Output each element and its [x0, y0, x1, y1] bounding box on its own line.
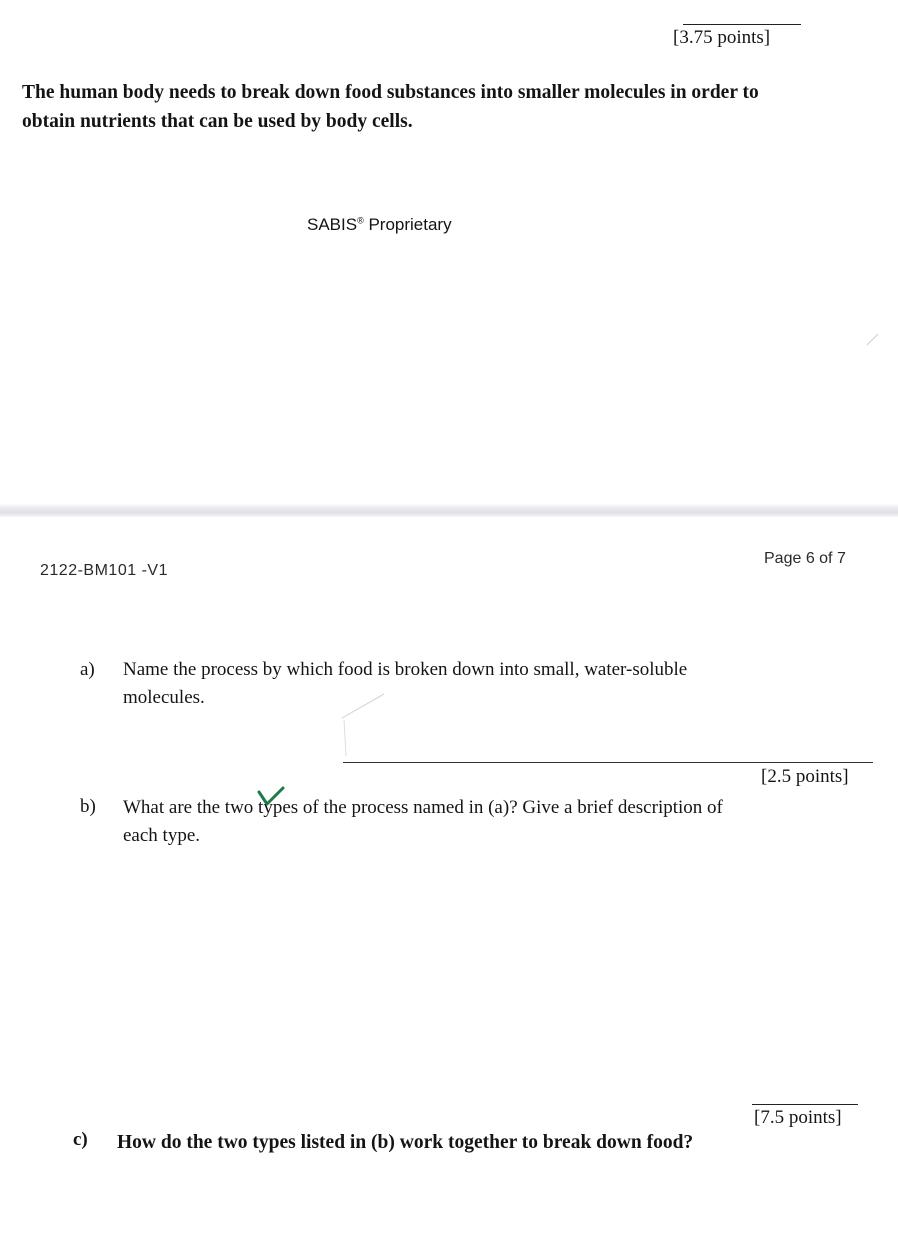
points-overline: [683, 24, 801, 25]
question-a-line-1: Name the process by which food is broken down into small, water-soluble: [123, 659, 688, 680]
question-a-line-2: molecules.: [123, 687, 205, 708]
points-label-b: [7.5 points]: [754, 1107, 842, 1128]
document-code: 2122-BM101 -V1: [40, 562, 168, 579]
intro-line-1: The human body needs to break down food substances into smaller molecules in order to: [22, 82, 759, 103]
page-divider: [0, 503, 898, 517]
checkmark-icon: [257, 784, 287, 810]
registered-mark: ®: [357, 215, 364, 226]
question-c-text: How do the two types listed in (b) work together to break down food?: [117, 1132, 694, 1153]
question-b-text: [123, 794, 863, 850]
proprietary-brand: SABIS: [307, 215, 358, 234]
points-label-a: [2.5 points]: [761, 766, 849, 787]
question-b-line-1: What are the two types of the process named in (a)? Give a brief description of: [123, 797, 723, 818]
intro-line-2: obtain nutrients that can be used by body cells.: [22, 111, 413, 132]
answer-line-a[interactable]: [343, 762, 873, 763]
question-c-label: c): [73, 1129, 88, 1150]
page-number: Page 6 of 7: [764, 550, 846, 567]
proprietary-footer: [307, 215, 452, 235]
pencil-stroke-mark: [866, 332, 880, 346]
points-label-top: [3.75 points]: [673, 27, 771, 48]
question-a-label: a): [80, 659, 95, 680]
question-b-label: b): [80, 796, 96, 817]
proprietary-suffix: Proprietary: [363, 215, 452, 234]
question-a-text: [123, 656, 823, 712]
pencil-stroke-mark: [338, 690, 388, 760]
question-b-line-2: each type.: [123, 825, 201, 846]
intro-paragraph: [22, 78, 822, 136]
